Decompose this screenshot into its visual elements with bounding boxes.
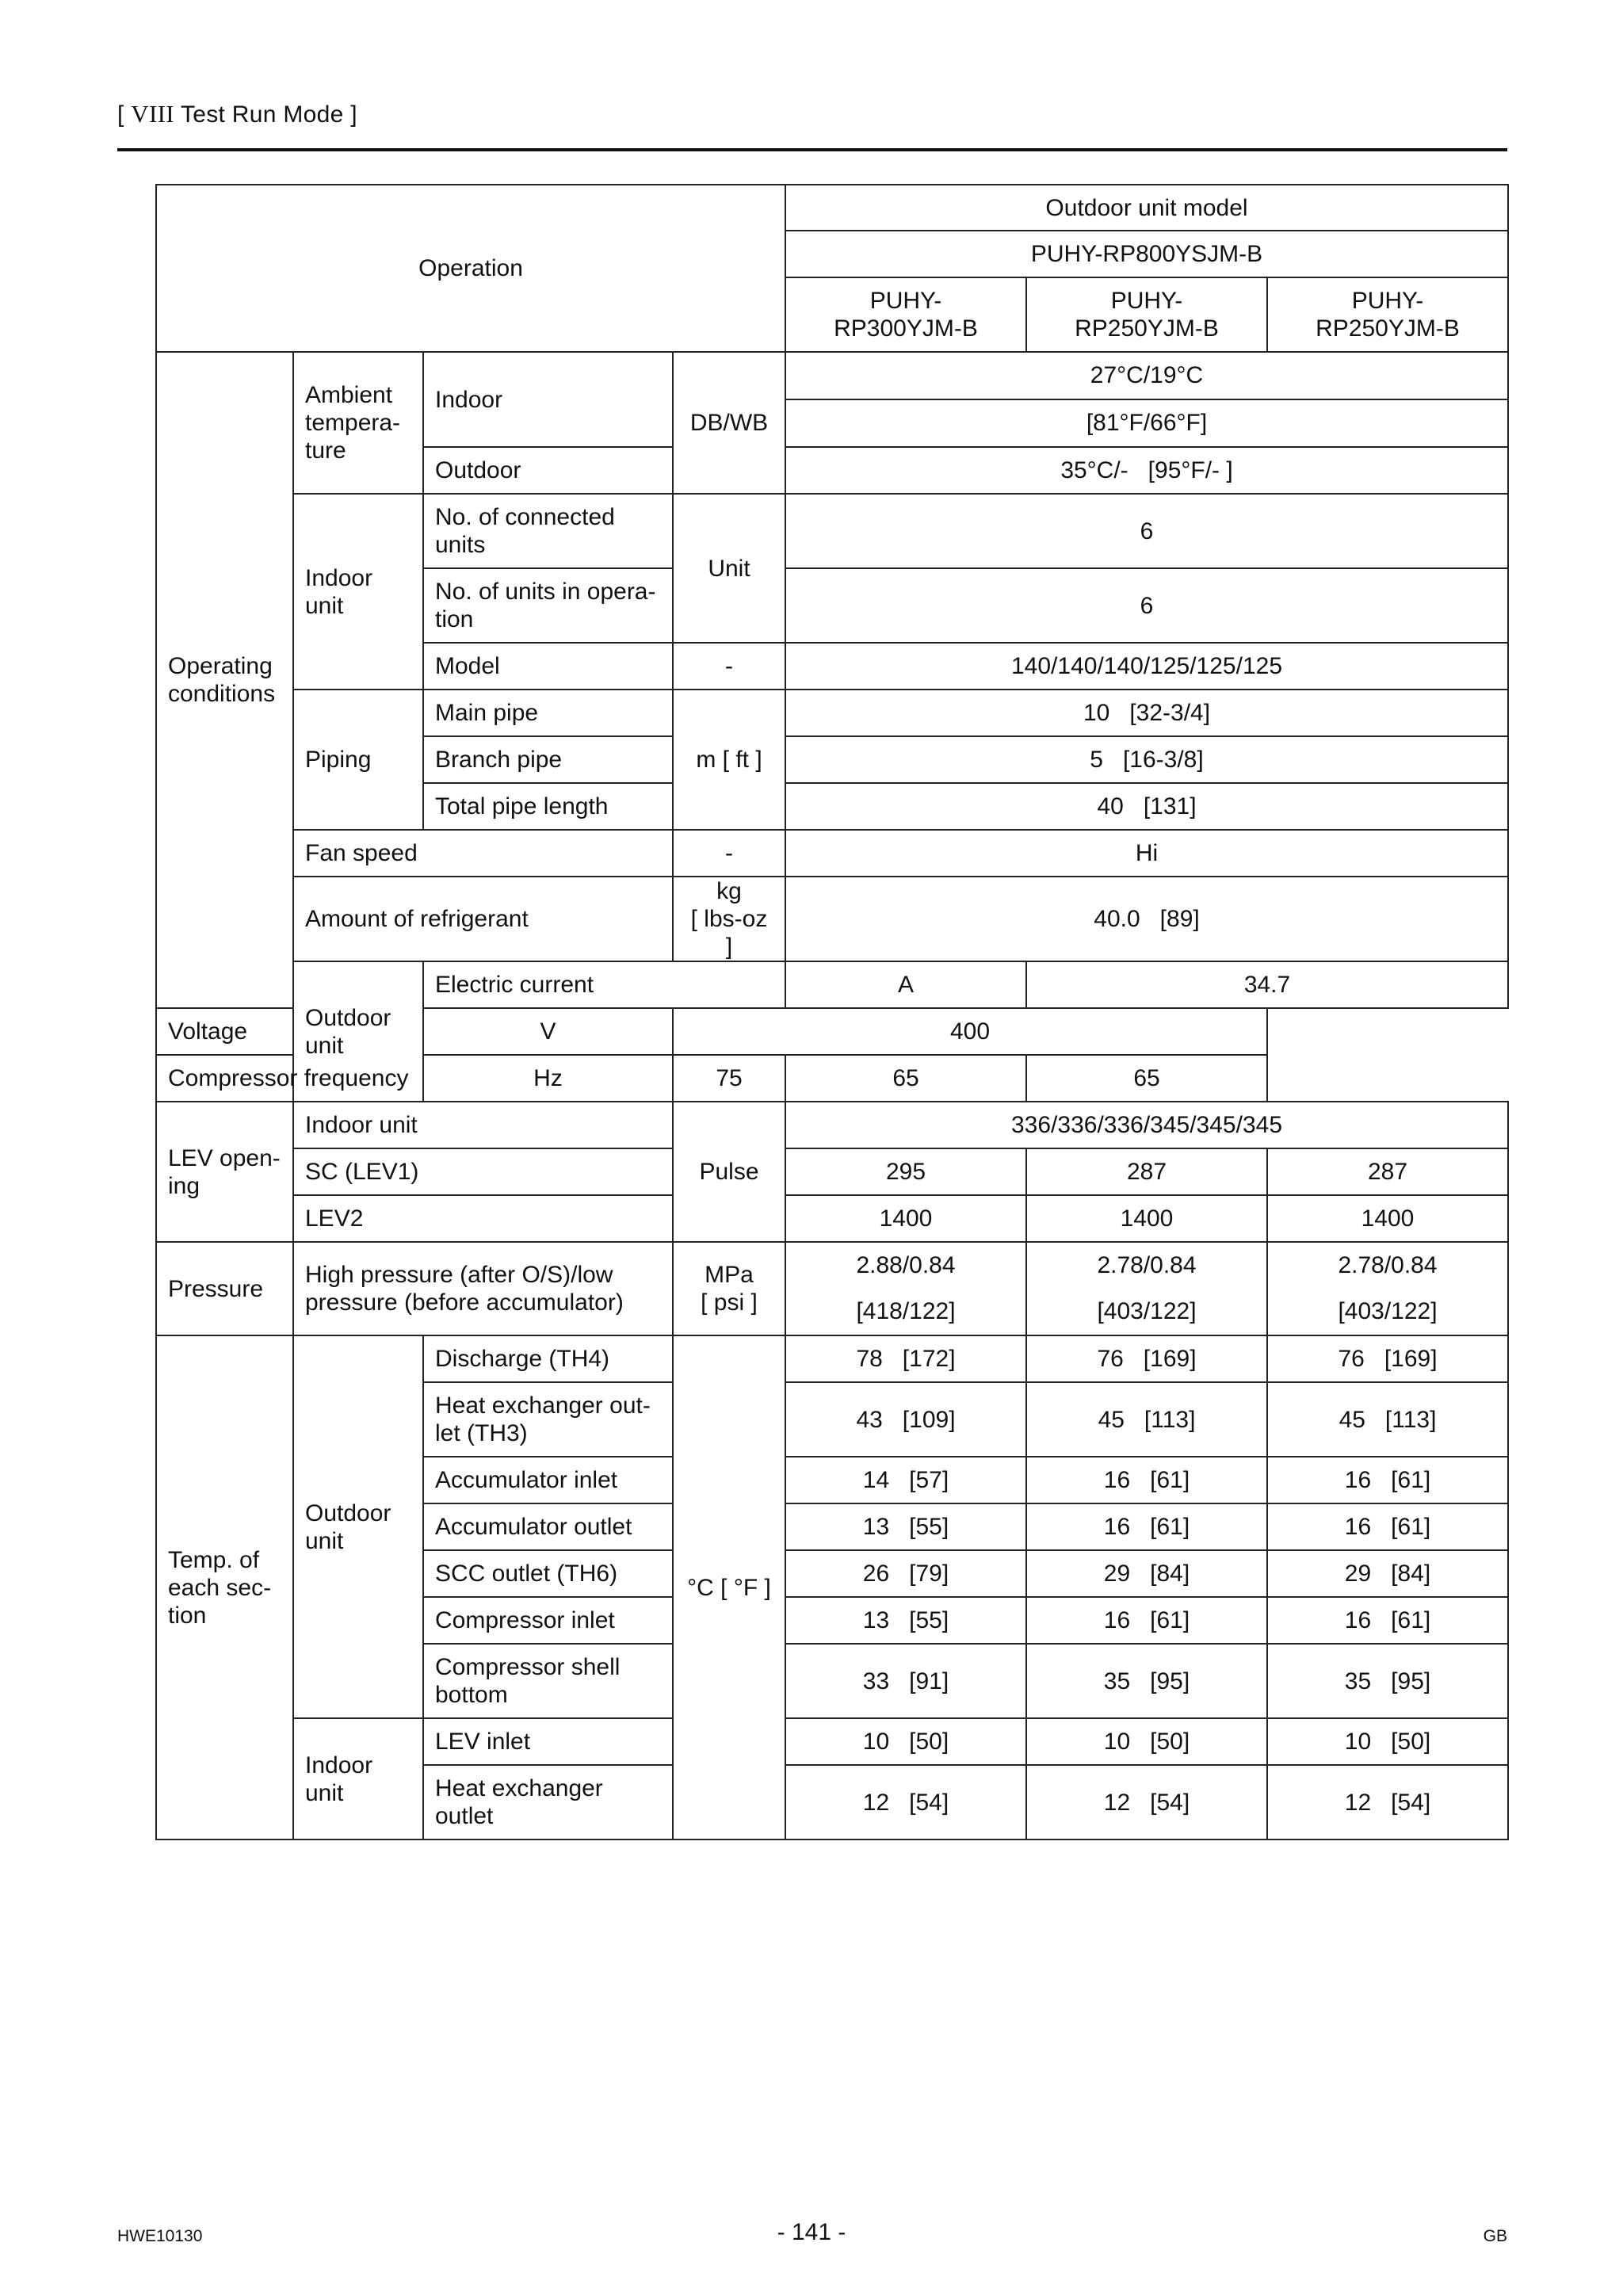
row-label-units-in-operation: No. of units in opera- tion	[423, 568, 673, 643]
row-label-sc-lev1: SC (LEV1)	[293, 1148, 673, 1195]
section-header: [ VIII Test Run Mode ]	[117, 100, 357, 128]
outdoor-temp-value: 35°C/- [95°F/- ]	[785, 447, 1508, 494]
unit-pulse: Pulse	[673, 1102, 785, 1242]
discharge-value-3: 76 [169]	[1267, 1335, 1508, 1382]
subgroup-temp-indoor-unit: Indoor unit	[293, 1718, 423, 1839]
sc-lev1-value-1: 295	[785, 1148, 1026, 1195]
lev-indoor-value: 336/336/336/345/345/345	[785, 1102, 1508, 1148]
pressure-mpa-3: 2.78/0.84	[1338, 1252, 1438, 1278]
acc-outlet-value-2: 16 [61]	[1026, 1503, 1267, 1550]
hex-outlet-value-3: 45 [113]	[1267, 1382, 1508, 1457]
group-pressure: Pressure	[156, 1242, 293, 1335]
section-title: Test Run Mode	[180, 101, 344, 128]
unit-hz: Hz	[423, 1055, 673, 1102]
units-in-operation-value: 6	[785, 568, 1508, 643]
unit-degc-degf: °C [ °F ]	[673, 1335, 785, 1839]
subgroup-temp-outdoor-unit: Outdoor unit	[293, 1335, 423, 1718]
row-label-scc-outlet: SCC outlet (TH6)	[423, 1550, 673, 1597]
electric-current-value: 34.7	[1026, 961, 1508, 1008]
hex-outlet-value-1: 43 [109]	[785, 1382, 1026, 1457]
scc-outlet-value-2: 29 [84]	[1026, 1550, 1267, 1597]
row-label-discharge: Discharge (TH4)	[423, 1335, 673, 1382]
row-label-accumulator-outlet: Accumulator outlet	[423, 1503, 673, 1550]
comp-inlet-value-1: 13 [55]	[785, 1597, 1026, 1644]
acc-outlet-value-1: 13 [55]	[785, 1503, 1026, 1550]
acc-outlet-value-3: 16 [61]	[1267, 1503, 1508, 1550]
header-rule	[117, 148, 1507, 151]
lev-inlet-value-2: 10 [50]	[1026, 1718, 1267, 1765]
row-label-branch-pipe: Branch pipe	[423, 736, 673, 783]
pressure-mpa-2: 2.78/0.84	[1097, 1252, 1197, 1278]
connected-units-value: 6	[785, 494, 1508, 568]
row-label-pressure: High pressure (after O/S)/low pressure (before accumulator)	[293, 1242, 673, 1335]
row-label-connected-units: No. of connected units	[423, 494, 673, 568]
row-label-electric-current: Electric current	[423, 961, 785, 1008]
unit-kg: kg [ lbs-oz ]	[673, 877, 785, 961]
unit-fan-dash: -	[673, 830, 785, 877]
footer-document-id: HWE10130	[117, 2227, 203, 2245]
row-label-compressor-inlet: Compressor inlet	[423, 1597, 673, 1644]
comp-inlet-value-2: 16 [61]	[1026, 1597, 1267, 1644]
lev2-value-3: 1400	[1267, 1195, 1508, 1242]
acc-inlet-value-3: 16 [61]	[1267, 1457, 1508, 1503]
discharge-value-1: 78 [172]	[785, 1335, 1026, 1382]
comp-shell-value-3: 35 [95]	[1267, 1644, 1508, 1718]
group-temp-each-section: Temp. of each sec- tion	[156, 1335, 293, 1839]
row-label-main-pipe: Main pipe	[423, 690, 673, 736]
comp-freq-value-2: 65	[785, 1055, 1026, 1102]
row-label-lev-indoor-unit: Indoor unit	[293, 1102, 673, 1148]
comp-freq-value-1: 75	[673, 1055, 785, 1102]
lev-inlet-value-3: 10 [50]	[1267, 1718, 1508, 1765]
acc-inlet-value-1: 14 [57]	[785, 1457, 1026, 1503]
indoor-model-value: 140/140/140/125/125/125	[785, 643, 1508, 690]
unit-mpa-psi: MPa [ psi ]	[673, 1242, 785, 1335]
outdoor-unit-model-header: Outdoor unit model	[785, 185, 1508, 231]
scc-outlet-value-1: 26 [79]	[785, 1550, 1026, 1597]
lev-inlet-value-1: 10 [50]	[785, 1718, 1026, 1765]
test-run-data-table	[155, 184, 1509, 1840]
row-label-compressor-shell-bottom: Compressor shell bottom	[423, 1644, 673, 1718]
refrigerant-value: 40.0 [89]	[785, 877, 1508, 961]
total-pipe-value: 40 [131]	[785, 783, 1508, 830]
subgroup-ambient-temperature: Ambient tempera- ture	[293, 352, 423, 494]
row-label-lev-inlet: LEV inlet	[423, 1718, 673, 1765]
comp-shell-value-1: 33 [91]	[785, 1644, 1026, 1718]
comp-freq-value-3: 65	[1026, 1055, 1267, 1102]
section-roman-numeral: VIII	[131, 100, 174, 128]
unit-v: V	[423, 1008, 673, 1055]
pressure-psi-1: [418/122]	[856, 1298, 956, 1324]
row-label-hex-outlet: Heat exchanger out- let (TH3)	[423, 1382, 673, 1457]
sc-lev1-value-3: 287	[1267, 1148, 1508, 1195]
group-outdoor-unit: Outdoor unit	[293, 961, 423, 1102]
footer-page-number: - 141 -	[777, 2219, 846, 2245]
subgroup-piping: Piping	[293, 690, 423, 830]
unit-model-dash: -	[673, 643, 785, 690]
branch-pipe-value: 5 [16-3/8]	[785, 736, 1508, 783]
pressure-psi-3: [403/122]	[1338, 1298, 1438, 1324]
row-label-lev2: LEV2	[293, 1195, 673, 1242]
indoor-temp-fahrenheit: [81°F/66°F]	[1086, 410, 1208, 436]
group-operating-conditions: Operating conditions	[156, 352, 293, 1008]
unit-a: A	[785, 961, 1026, 1008]
row-label-hex-indoor-outlet: Heat exchanger outlet	[423, 1765, 673, 1839]
hex-indoor-outlet-value-2: 12 [54]	[1026, 1765, 1267, 1839]
pressure-psi-2: [403/122]	[1097, 1298, 1197, 1324]
comp-shell-value-2: 35 [95]	[1026, 1644, 1267, 1718]
row-label-model: Model	[423, 643, 673, 690]
unit-dbwb: DB/WB	[673, 352, 785, 494]
row-label-indoor: Indoor	[423, 352, 673, 447]
voltage-value: 400	[673, 1008, 1267, 1055]
row-label-accumulator-inlet: Accumulator inlet	[423, 1457, 673, 1503]
operation-header: Operation	[156, 185, 785, 352]
row-label-refrigerant: Amount of refrigerant	[293, 877, 673, 961]
sc-lev1-value-2: 287	[1026, 1148, 1267, 1195]
unit-model-3: PUHY- RP250YJM-B	[1267, 277, 1508, 352]
unit-model-2: PUHY- RP250YJM-B	[1026, 277, 1267, 352]
lev2-value-1: 1400	[785, 1195, 1026, 1242]
acc-inlet-value-2: 16 [61]	[1026, 1457, 1267, 1503]
comp-inlet-value-3: 16 [61]	[1267, 1597, 1508, 1644]
row-label-total-pipe-length: Total pipe length	[423, 783, 673, 830]
hex-indoor-outlet-value-1: 12 [54]	[785, 1765, 1026, 1839]
hex-outlet-value-2: 45 [113]	[1026, 1382, 1267, 1457]
system-model: PUHY-RP800YSJM-B	[785, 231, 1508, 277]
main-pipe-value: 10 [32-3/4]	[785, 690, 1508, 736]
subgroup-indoor-unit: Indoor unit	[293, 494, 423, 690]
row-label-compressor-frequency: Compressor frequency	[156, 1055, 423, 1102]
pressure-mpa-1: 2.88/0.84	[856, 1252, 956, 1278]
row-label-fan-speed: Fan speed	[293, 830, 673, 877]
footer-region: GB	[1483, 2227, 1507, 2245]
unit-m-ft: m [ ft ]	[673, 690, 785, 830]
discharge-value-2: 76 [169]	[1026, 1335, 1267, 1382]
row-label-outdoor: Outdoor	[423, 447, 673, 494]
unit-unit: Unit	[673, 494, 785, 643]
fan-speed-value: Hi	[785, 830, 1508, 877]
lev2-value-2: 1400	[1026, 1195, 1267, 1242]
unit-model-1: PUHY- RP300YJM-B	[785, 277, 1026, 352]
indoor-temp-celsius: 27°C/19°C	[786, 353, 1507, 400]
hex-indoor-outlet-value-3: 12 [54]	[1267, 1765, 1508, 1839]
row-label-voltage: Voltage	[156, 1008, 423, 1055]
scc-outlet-value-3: 29 [84]	[1267, 1550, 1508, 1597]
group-lev-opening: LEV open- ing	[156, 1102, 293, 1242]
